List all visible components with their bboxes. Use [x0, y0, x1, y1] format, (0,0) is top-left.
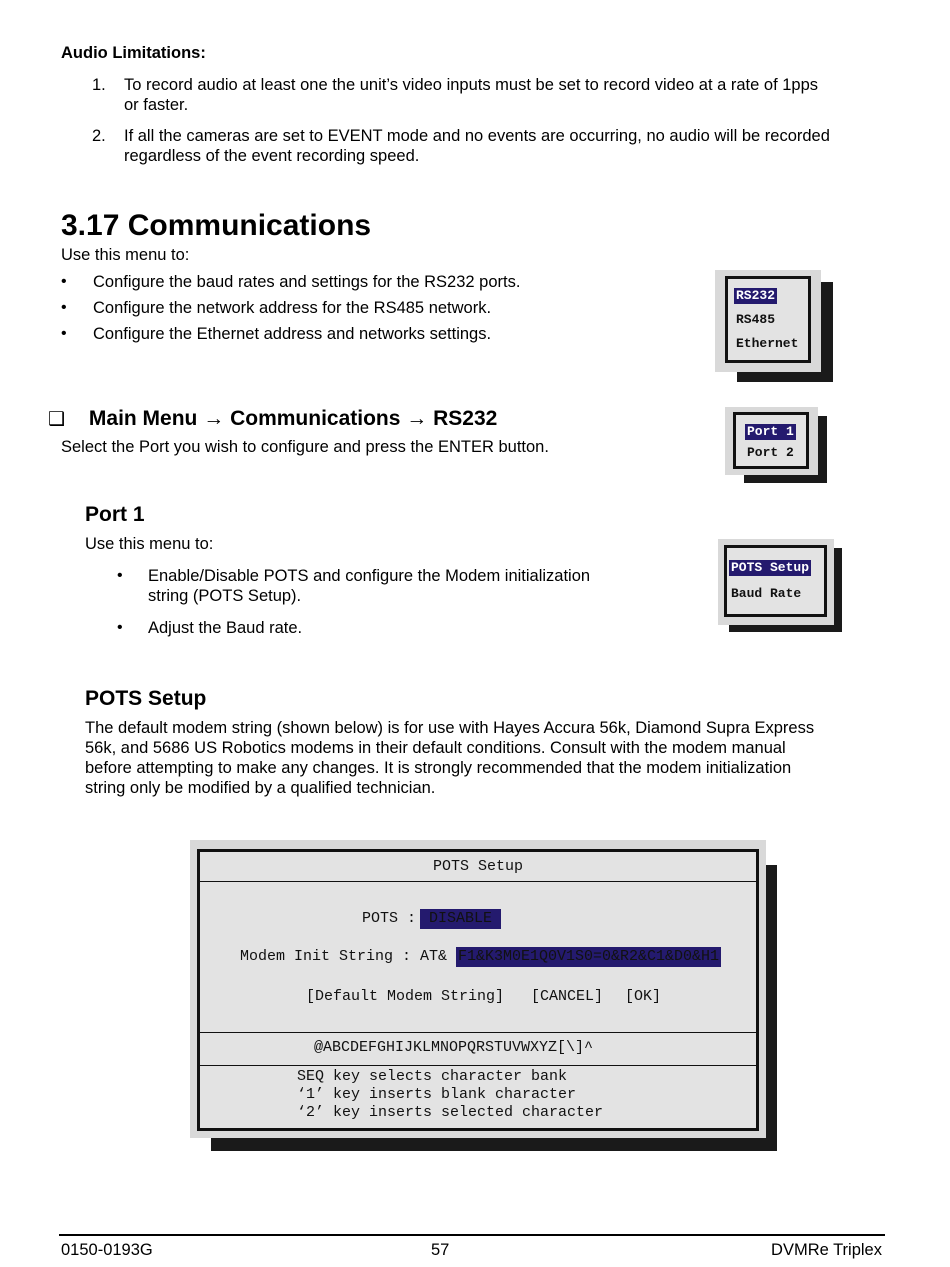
- section-title: 3.17 Communications: [61, 209, 372, 242]
- init-string-label: Modem Init String : AT&: [240, 948, 448, 965]
- menu-item-rs485[interactable]: RS485: [736, 312, 776, 327]
- bullet-icon: •: [61, 273, 67, 290]
- arrow-right-icon: →: [203, 407, 225, 430]
- pots-label: POTS :: [362, 910, 417, 927]
- ok-button[interactable]: [OK]: [625, 988, 662, 1005]
- paragraph-line: The default modem string (shown below) is for use with Hayes Accura 56k, Diamond Supra Express: [85, 719, 815, 737]
- breadcrumb-part: Communications: [230, 407, 401, 430]
- port1-heading: Port 1: [85, 503, 145, 526]
- default-modem-string-button[interactable]: [Default Modem String]: [306, 988, 505, 1005]
- bullet-icon: •: [117, 619, 123, 636]
- menu-item-rs232[interactable]: RS232: [736, 288, 776, 303]
- help-line: ‘2’ key inserts selected character: [297, 1104, 604, 1121]
- footer-product-name: DVMRe Triplex: [771, 1241, 882, 1259]
- menu-item-pots-setup[interactable]: POTS Setup: [731, 560, 810, 575]
- section-intro: Use this menu to:: [61, 246, 190, 264]
- footer-rule: [59, 1234, 885, 1236]
- item-text-line: To record audio at least one the unit’s video inputs must be set to record video at a rate of 1pps: [124, 76, 819, 94]
- pots-paragraph: [85, 718, 885, 798]
- menu-item-port-2[interactable]: Port 2: [747, 445, 794, 460]
- arrow-right-icon: →: [406, 407, 428, 430]
- bullet-icon: •: [61, 325, 67, 342]
- port1-bullet-list: [117, 566, 657, 642]
- menu-item-ethernet[interactable]: Ethernet: [736, 336, 799, 351]
- item-number: 2.: [92, 127, 106, 145]
- bullet-icon: •: [117, 567, 123, 584]
- paragraph-line: 56k, and 5686 US Robotics modems in their default conditions. Consult with the modem manual: [85, 739, 786, 757]
- list-item: Enable/Disable POTS and configure the Modem initialization: [148, 567, 591, 585]
- item-text-line: or faster.: [124, 96, 189, 114]
- list-item: Configure the network address for the RS485 network.: [93, 299, 492, 317]
- pots-heading: POTS Setup: [85, 687, 207, 710]
- character-bank[interactable]: @ABCDEFGHIJKLMNOPQRSTUVWXYZ[\]^: [314, 1039, 594, 1056]
- bullet-icon: •: [61, 299, 67, 316]
- breadcrumb-part: RS232: [433, 407, 498, 430]
- footer-page-number: 57: [431, 1241, 450, 1259]
- port1-intro: Use this menu to:: [85, 535, 214, 553]
- paragraph-line: string only be modified by a qualified technician.: [85, 779, 436, 797]
- item-text-line: regardless of the event recording speed.: [124, 147, 420, 165]
- list-item: Adjust the Baud rate.: [148, 619, 303, 637]
- cancel-button[interactable]: [CANCEL]: [531, 988, 604, 1005]
- audio-heading: Audio Limitations:: [61, 44, 206, 62]
- help-line: SEQ key selects character bank: [297, 1068, 568, 1085]
- list-item: Configure the Ethernet address and networks settings.: [93, 325, 492, 343]
- pots-mode-field[interactable]: DISABLE: [420, 910, 502, 927]
- rs232-heading: [48, 406, 497, 432]
- paragraph-line: before attempting to make any changes. It is strongly recommended that the modem initialization: [85, 759, 792, 777]
- help-line: ‘1’ key inserts blank character: [297, 1086, 577, 1103]
- footer-doc-number: 0150-0193G: [61, 1241, 153, 1259]
- checkbox-icon: ❑: [48, 408, 66, 430]
- item-number: 1.: [92, 76, 106, 94]
- list-item: string (POTS Setup).: [148, 587, 302, 605]
- item-text-line: If all the cameras are set to EVENT mode and no events are occurring, no audio will be recorded: [124, 127, 830, 145]
- menu-item-baud-rate[interactable]: Baud Rate: [731, 586, 802, 601]
- init-string-field[interactable]: F1&K3M0E1Q0V1S0=0&R2&C1&D0&H1: [458, 948, 720, 965]
- breadcrumb-part: Main Menu: [88, 407, 198, 430]
- dialog-title: POTS Setup: [432, 858, 523, 875]
- list-item: Configure the baud rates and settings for the RS232 ports.: [93, 273, 521, 291]
- menu-item-port-1[interactable]: Port 1: [747, 424, 794, 439]
- rs232-instruction: Select the Port you wish to configure and press the ENTER button.: [61, 438, 549, 456]
- section-bullet-list: [61, 272, 661, 352]
